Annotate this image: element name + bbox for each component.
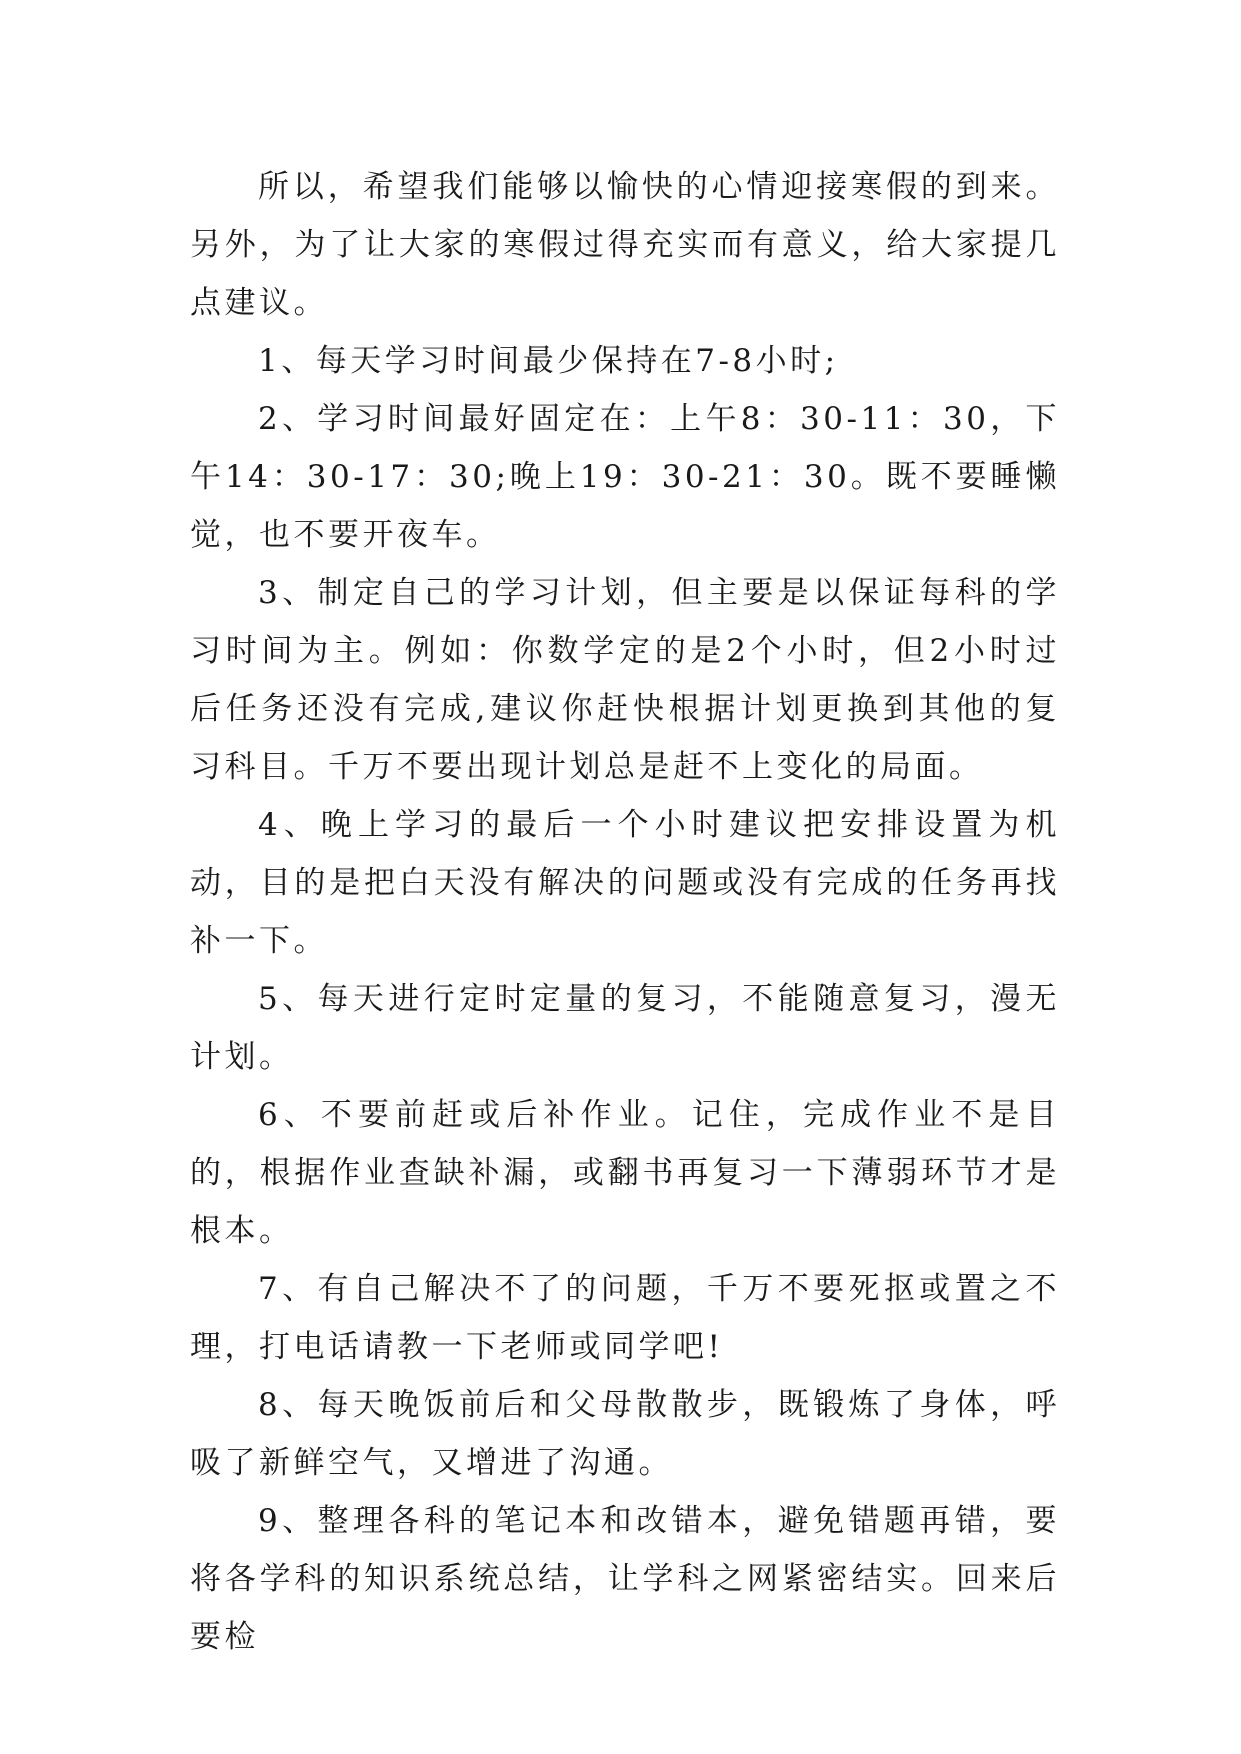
- paragraph-suggestion-8: 8、每天晚饭前后和父母散散步，既锻炼了身体，呼吸了新鲜空气，又增进了沟通。: [190, 1387, 1060, 1481]
- paragraph-suggestion-3: 3、制定自己的学习计划，但主要是以保证每科的学习时间为主。例如：你数学定的是2个小时，但2小时过后任务还没有完成,建议你赶快根据计划更换到其他的复习科目。千万不要出现计划总是赶不上变化的局面。: [190, 575, 1060, 785]
- paragraph-suggestion-7: 7、有自己解决不了的问题，千万不要死抠或置之不理，打电话请教一下老师或同学吧!: [190, 1271, 1060, 1365]
- paragraph-suggestion-6: 6、不要前赶或后补作业。记住，完成作业不是目的，根据作业查缺补漏，或翻书再复习一下薄弱环节才是根本。: [190, 1097, 1060, 1249]
- paragraph-suggestion-4: 4、晚上学习的最后一个小时建议把安排设置为机动，目的是把白天没有解决的问题或没有完成的任务再找补一下。: [190, 807, 1060, 959]
- paragraph-suggestion-1: 1、每天学习时间最少保持在7-8小时;: [258, 343, 839, 379]
- paragraph-suggestion-5: 5、每天进行定时定量的复习，不能随意复习，漫无计划。: [190, 981, 1060, 1075]
- paragraph-intro: 所以，希望我们能够以愉快的心情迎接寒假的到来。另外，为了让大家的寒假过得充实而有意义，给大家提几点建议。: [190, 169, 1060, 321]
- paragraph-suggestion-2: 2、学习时间最好固定在：上午8：30-11：30，下午14：30-17：30;晚上19：30-21：30。既不要睡懒觉，也不要开夜车。: [190, 401, 1060, 553]
- document-body: [190, 158, 1060, 1666]
- paragraph-suggestion-9: 9、整理各科的笔记本和改错本，避免错题再错，要将各学科的知识系统总结，让学科之网紧密结实。回来后要检: [190, 1503, 1060, 1655]
